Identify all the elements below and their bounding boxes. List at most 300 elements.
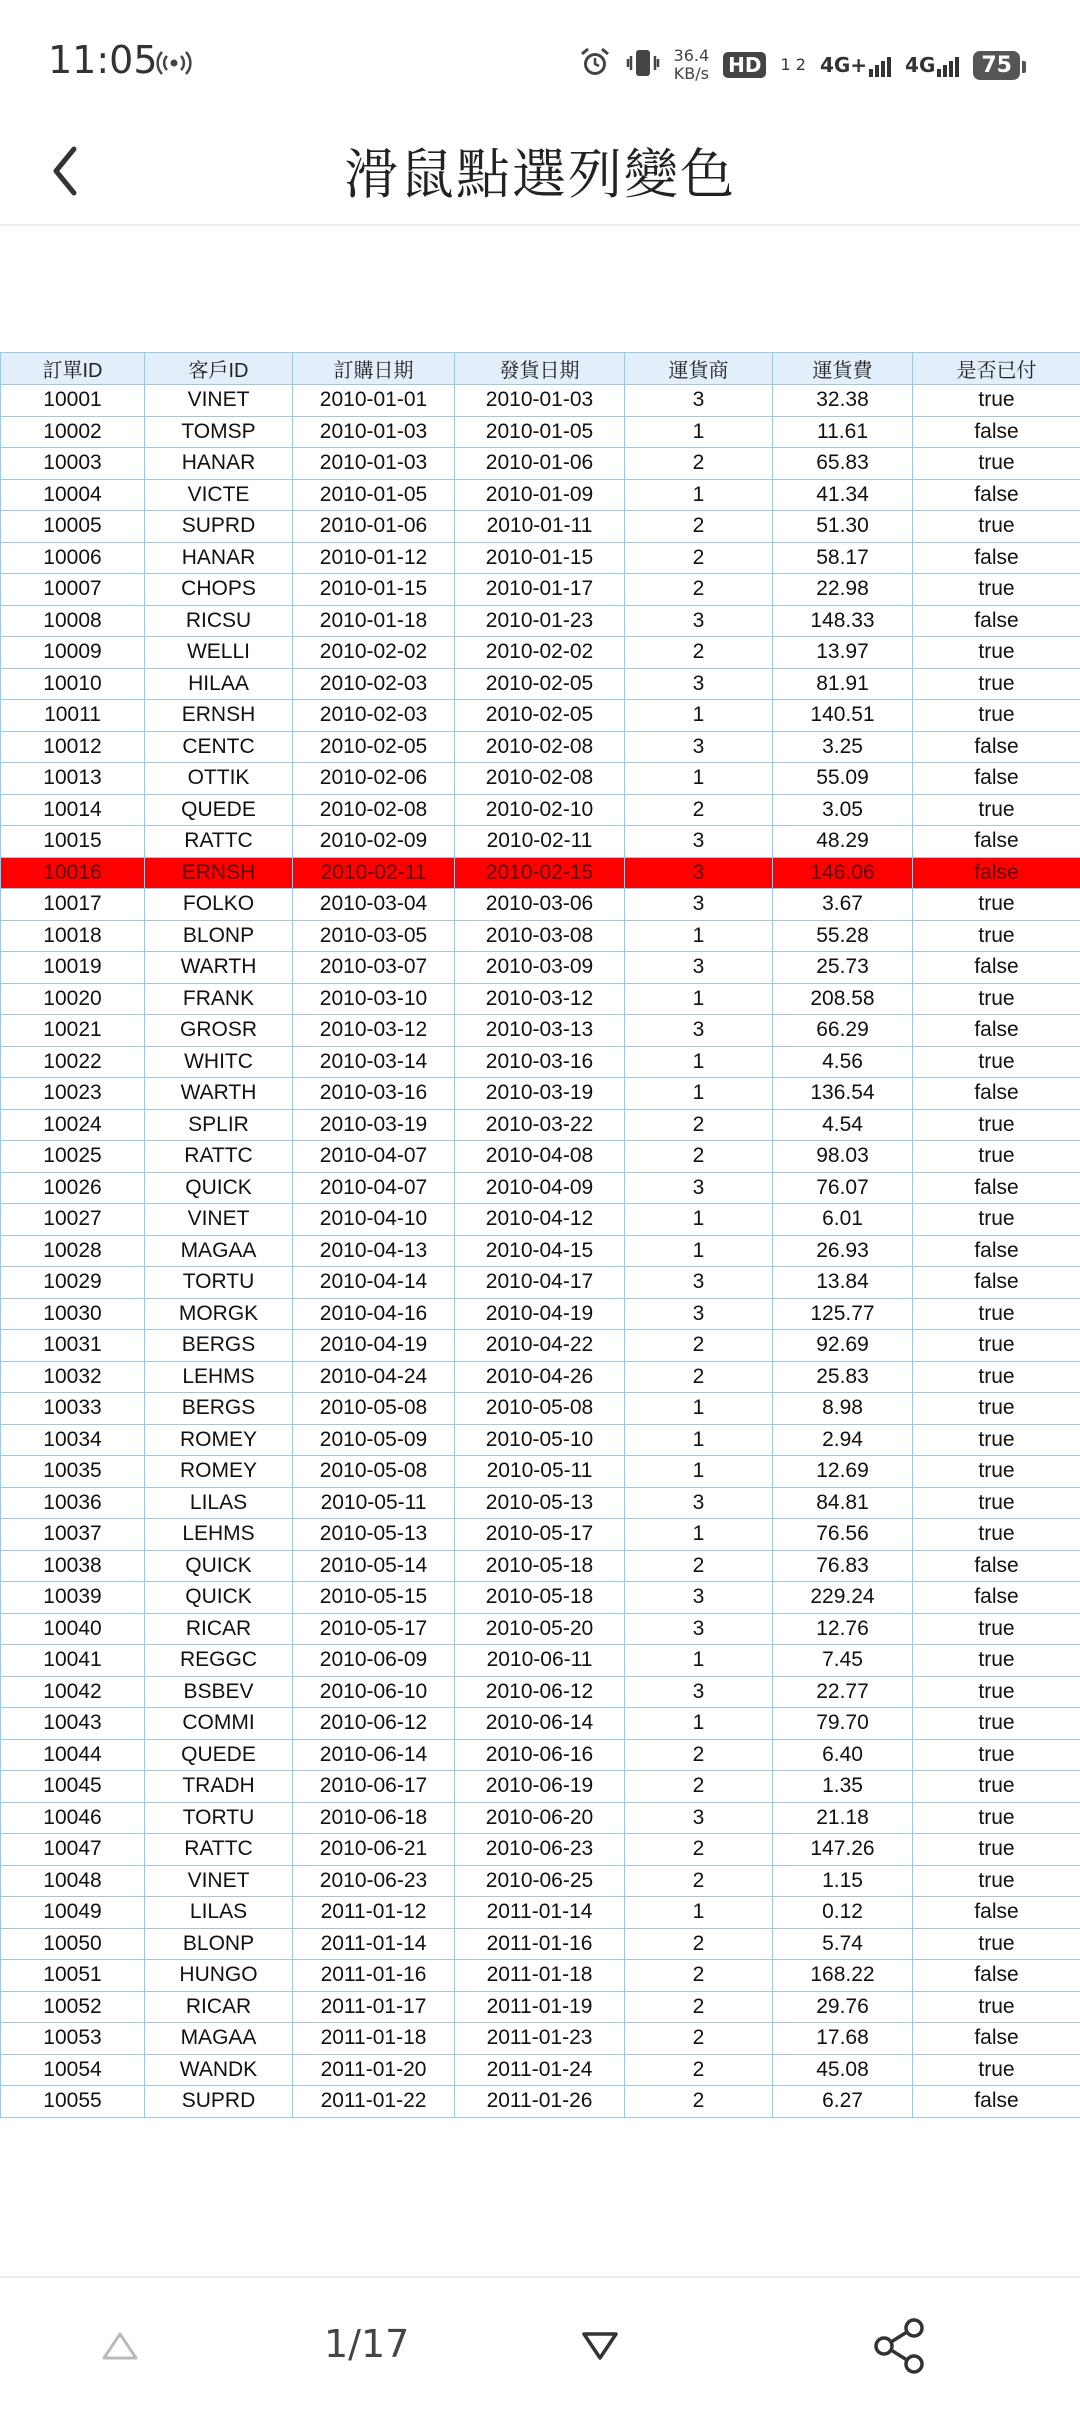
cell-customer-id[interactable]: ROMEY: [145, 1456, 293, 1488]
cell-freight[interactable]: 7.45: [773, 1645, 913, 1677]
cell-ship-date[interactable]: 2010-02-08: [455, 731, 625, 763]
cell-ship-date[interactable]: 2010-01-17: [455, 574, 625, 606]
table-row[interactable]: [1, 1109, 1080, 1141]
cell-order-date[interactable]: 2010-01-12: [293, 542, 455, 574]
cell-customer-id[interactable]: RATTC: [145, 826, 293, 858]
cell-shipper[interactable]: 2: [625, 542, 773, 574]
cell-paid[interactable]: true: [913, 1676, 1080, 1708]
cell-paid[interactable]: false: [913, 1897, 1080, 1929]
cell-customer-id[interactable]: BERGS: [145, 1330, 293, 1362]
cell-shipper[interactable]: 2: [625, 1739, 773, 1771]
cell-customer-id[interactable]: TRADH: [145, 1771, 293, 1803]
col-order-date[interactable]: 訂購日期: [293, 353, 455, 385]
cell-order-id[interactable]: 10037: [1, 1519, 145, 1551]
cell-order-id[interactable]: 10052: [1, 1991, 145, 2023]
cell-customer-id[interactable]: HILAA: [145, 668, 293, 700]
cell-order-id[interactable]: 10033: [1, 1393, 145, 1425]
cell-paid[interactable]: false: [913, 1960, 1080, 1992]
cell-paid[interactable]: false: [913, 1015, 1080, 1047]
cell-shipper[interactable]: 3: [625, 952, 773, 984]
cell-ship-date[interactable]: 2010-04-19: [455, 1298, 625, 1330]
table-row[interactable]: [1, 763, 1080, 795]
cell-ship-date[interactable]: 2010-05-08: [455, 1393, 625, 1425]
cell-ship-date[interactable]: 2010-05-11: [455, 1456, 625, 1488]
cell-customer-id[interactable]: RICAR: [145, 1613, 293, 1645]
cell-order-id[interactable]: 10006: [1, 542, 145, 574]
cell-ship-date[interactable]: 2010-03-08: [455, 920, 625, 952]
cell-shipper[interactable]: 3: [625, 889, 773, 921]
prev-page-button[interactable]: [100, 2328, 140, 2368]
cell-shipper[interactable]: 3: [625, 1267, 773, 1299]
cell-paid[interactable]: false: [913, 542, 1080, 574]
cell-paid[interactable]: true: [913, 1109, 1080, 1141]
cell-paid[interactable]: false: [913, 1172, 1080, 1204]
cell-paid[interactable]: true: [913, 574, 1080, 606]
cell-freight[interactable]: 51.30: [773, 511, 913, 543]
table-row[interactable]: [1, 983, 1080, 1015]
cell-ship-date[interactable]: 2010-01-23: [455, 605, 625, 637]
cell-paid[interactable]: true: [913, 1487, 1080, 1519]
col-paid[interactable]: 是否已付: [913, 353, 1080, 385]
cell-shipper[interactable]: 1: [625, 1708, 773, 1740]
cell-customer-id[interactable]: FRANK: [145, 983, 293, 1015]
cell-freight[interactable]: 26.93: [773, 1235, 913, 1267]
cell-shipper[interactable]: 1: [625, 1393, 773, 1425]
cell-order-date[interactable]: 2010-03-04: [293, 889, 455, 921]
cell-order-date[interactable]: 2011-01-20: [293, 2054, 455, 2086]
cell-shipper[interactable]: 1: [625, 1078, 773, 1110]
cell-customer-id[interactable]: RATTC: [145, 1834, 293, 1866]
table-row[interactable]: [1, 1960, 1080, 1992]
cell-ship-date[interactable]: 2010-06-23: [455, 1834, 625, 1866]
cell-order-id[interactable]: 10042: [1, 1676, 145, 1708]
cell-shipper[interactable]: 3: [625, 385, 773, 417]
cell-ship-date[interactable]: 2010-06-25: [455, 1865, 625, 1897]
cell-freight[interactable]: 92.69: [773, 1330, 913, 1362]
table-row[interactable]: [1, 2054, 1080, 2086]
cell-shipper[interactable]: 1: [625, 920, 773, 952]
cell-paid[interactable]: true: [913, 1708, 1080, 1740]
cell-ship-date[interactable]: 2010-05-18: [455, 1582, 625, 1614]
cell-order-id[interactable]: 10031: [1, 1330, 145, 1362]
table-row[interactable]: [1, 1676, 1080, 1708]
cell-freight[interactable]: 148.33: [773, 605, 913, 637]
cell-order-id[interactable]: 10029: [1, 1267, 145, 1299]
cell-customer-id[interactable]: GROSR: [145, 1015, 293, 1047]
cell-paid[interactable]: false: [913, 2086, 1080, 2118]
cell-paid[interactable]: true: [913, 700, 1080, 732]
cell-ship-date[interactable]: 2011-01-16: [455, 1928, 625, 1960]
cell-paid[interactable]: true: [913, 511, 1080, 543]
cell-order-date[interactable]: 2010-03-05: [293, 920, 455, 952]
cell-order-date[interactable]: 2010-04-13: [293, 1235, 455, 1267]
cell-freight[interactable]: 208.58: [773, 983, 913, 1015]
cell-ship-date[interactable]: 2010-05-20: [455, 1613, 625, 1645]
cell-freight[interactable]: 17.68: [773, 2023, 913, 2055]
cell-customer-id[interactable]: WHITC: [145, 1046, 293, 1078]
cell-order-date[interactable]: 2010-03-12: [293, 1015, 455, 1047]
cell-order-date[interactable]: 2010-04-16: [293, 1298, 455, 1330]
cell-order-date[interactable]: 2010-03-14: [293, 1046, 455, 1078]
table-row[interactable]: [1, 479, 1080, 511]
cell-ship-date[interactable]: 2010-01-09: [455, 479, 625, 511]
cell-customer-id[interactable]: ERNSH: [145, 857, 293, 889]
table-row[interactable]: [1, 1141, 1080, 1173]
cell-shipper[interactable]: 1: [625, 1519, 773, 1551]
cell-order-id[interactable]: 10035: [1, 1456, 145, 1488]
cell-ship-date[interactable]: 2010-06-14: [455, 1708, 625, 1740]
cell-freight[interactable]: 29.76: [773, 1991, 913, 2023]
cell-customer-id[interactable]: BLONP: [145, 920, 293, 952]
cell-ship-date[interactable]: 2011-01-24: [455, 2054, 625, 2086]
cell-paid[interactable]: true: [913, 668, 1080, 700]
cell-order-id[interactable]: 10046: [1, 1802, 145, 1834]
cell-order-id[interactable]: 10032: [1, 1361, 145, 1393]
cell-ship-date[interactable]: 2010-05-13: [455, 1487, 625, 1519]
cell-ship-date[interactable]: 2010-02-05: [455, 700, 625, 732]
cell-ship-date[interactable]: 2010-04-17: [455, 1267, 625, 1299]
table-row[interactable]: [1, 1582, 1080, 1614]
cell-customer-id[interactable]: LILAS: [145, 1487, 293, 1519]
next-page-button[interactable]: [580, 2328, 620, 2368]
cell-customer-id[interactable]: MAGAA: [145, 1235, 293, 1267]
table-row[interactable]: [1, 1991, 1080, 2023]
cell-freight[interactable]: 3.05: [773, 794, 913, 826]
cell-customer-id[interactable]: QUICK: [145, 1550, 293, 1582]
cell-paid[interactable]: true: [913, 1645, 1080, 1677]
cell-freight[interactable]: 22.98: [773, 574, 913, 606]
table-row[interactable]: [1, 1046, 1080, 1078]
cell-freight[interactable]: 21.18: [773, 1802, 913, 1834]
table-row[interactable]: [1, 1645, 1080, 1677]
cell-order-date[interactable]: 2010-02-02: [293, 637, 455, 669]
cell-order-date[interactable]: 2010-06-21: [293, 1834, 455, 1866]
cell-freight[interactable]: 2.94: [773, 1424, 913, 1456]
cell-ship-date[interactable]: 2010-05-10: [455, 1424, 625, 1456]
cell-order-id[interactable]: 10017: [1, 889, 145, 921]
cell-shipper[interactable]: 1: [625, 1645, 773, 1677]
cell-order-id[interactable]: 10027: [1, 1204, 145, 1236]
cell-paid[interactable]: false: [913, 2023, 1080, 2055]
cell-paid[interactable]: false: [913, 1267, 1080, 1299]
cell-paid[interactable]: false: [913, 826, 1080, 858]
cell-order-date[interactable]: 2011-01-17: [293, 1991, 455, 2023]
cell-customer-id[interactable]: WELLI: [145, 637, 293, 669]
cell-paid[interactable]: true: [913, 1361, 1080, 1393]
cell-shipper[interactable]: 3: [625, 1298, 773, 1330]
cell-ship-date[interactable]: 2010-01-06: [455, 448, 625, 480]
cell-paid[interactable]: true: [913, 1456, 1080, 1488]
table-row[interactable]: [1, 1928, 1080, 1960]
cell-order-id[interactable]: 10051: [1, 1960, 145, 1992]
table-row[interactable]: [1, 1361, 1080, 1393]
cell-freight[interactable]: 79.70: [773, 1708, 913, 1740]
table-row[interactable]: [1, 1393, 1080, 1425]
share-button[interactable]: [868, 2314, 932, 2382]
cell-customer-id[interactable]: WARTH: [145, 952, 293, 984]
table-row[interactable]: [1, 385, 1080, 417]
table-row[interactable]: [1, 2086, 1080, 2118]
cell-order-date[interactable]: 2010-03-07: [293, 952, 455, 984]
cell-paid[interactable]: false: [913, 952, 1080, 984]
cell-customer-id[interactable]: ERNSH: [145, 700, 293, 732]
cell-order-id[interactable]: 10009: [1, 637, 145, 669]
table-row[interactable]: [1, 1802, 1080, 1834]
cell-order-id[interactable]: 10030: [1, 1298, 145, 1330]
cell-ship-date[interactable]: 2011-01-18: [455, 1960, 625, 1992]
cell-paid[interactable]: false: [913, 1235, 1080, 1267]
cell-customer-id[interactable]: BLONP: [145, 1928, 293, 1960]
cell-shipper[interactable]: 3: [625, 1802, 773, 1834]
cell-customer-id[interactable]: ROMEY: [145, 1424, 293, 1456]
cell-freight[interactable]: 5.74: [773, 1928, 913, 1960]
cell-shipper[interactable]: 1: [625, 479, 773, 511]
cell-shipper[interactable]: 2: [625, 1991, 773, 2023]
cell-order-date[interactable]: 2010-01-15: [293, 574, 455, 606]
cell-ship-date[interactable]: 2010-04-09: [455, 1172, 625, 1204]
cell-ship-date[interactable]: 2010-06-19: [455, 1771, 625, 1803]
table-row[interactable]: [1, 1613, 1080, 1645]
cell-order-date[interactable]: 2010-06-12: [293, 1708, 455, 1740]
cell-order-date[interactable]: 2010-03-16: [293, 1078, 455, 1110]
cell-order-date[interactable]: 2010-02-03: [293, 668, 455, 700]
cell-customer-id[interactable]: LILAS: [145, 1897, 293, 1929]
table-row[interactable]: [1, 448, 1080, 480]
cell-paid[interactable]: true: [913, 889, 1080, 921]
cell-ship-date[interactable]: 2010-06-20: [455, 1802, 625, 1834]
cell-order-date[interactable]: 2010-02-05: [293, 731, 455, 763]
cell-freight[interactable]: 48.29: [773, 826, 913, 858]
cell-ship-date[interactable]: 2010-06-12: [455, 1676, 625, 1708]
cell-shipper[interactable]: 2: [625, 1109, 773, 1141]
cell-ship-date[interactable]: 2010-02-10: [455, 794, 625, 826]
cell-customer-id[interactable]: COMMI: [145, 1708, 293, 1740]
cell-freight[interactable]: 140.51: [773, 700, 913, 732]
cell-paid[interactable]: true: [913, 385, 1080, 417]
cell-ship-date[interactable]: 2010-03-13: [455, 1015, 625, 1047]
table-row[interactable]: [1, 1015, 1080, 1047]
cell-shipper[interactable]: 1: [625, 1235, 773, 1267]
table-row[interactable]: [1, 1424, 1080, 1456]
cell-freight[interactable]: 55.28: [773, 920, 913, 952]
cell-ship-date[interactable]: 2010-03-09: [455, 952, 625, 984]
cell-customer-id[interactable]: LEHMS: [145, 1361, 293, 1393]
cell-order-date[interactable]: 2010-02-06: [293, 763, 455, 795]
cell-freight[interactable]: 168.22: [773, 1960, 913, 1992]
cell-shipper[interactable]: 1: [625, 416, 773, 448]
cell-freight[interactable]: 25.83: [773, 1361, 913, 1393]
table-row[interactable]: [1, 1708, 1080, 1740]
cell-paid[interactable]: true: [913, 637, 1080, 669]
col-shipper[interactable]: 運貨商: [625, 353, 773, 385]
cell-shipper[interactable]: 1: [625, 1046, 773, 1078]
cell-order-id[interactable]: 10048: [1, 1865, 145, 1897]
cell-order-id[interactable]: 10053: [1, 2023, 145, 2055]
cell-freight[interactable]: 3.25: [773, 731, 913, 763]
cell-paid[interactable]: true: [913, 1204, 1080, 1236]
table-row[interactable]: [1, 574, 1080, 606]
cell-order-id[interactable]: 10039: [1, 1582, 145, 1614]
cell-ship-date[interactable]: 2010-01-03: [455, 385, 625, 417]
cell-order-date[interactable]: 2010-05-09: [293, 1424, 455, 1456]
cell-order-id[interactable]: 10045: [1, 1771, 145, 1803]
cell-order-date[interactable]: 2010-06-09: [293, 1645, 455, 1677]
table-row[interactable]: [1, 952, 1080, 984]
cell-freight[interactable]: 8.98: [773, 1393, 913, 1425]
cell-order-id[interactable]: 10047: [1, 1834, 145, 1866]
table-row[interactable]: [1, 1550, 1080, 1582]
cell-shipper[interactable]: 2: [625, 511, 773, 543]
table-row[interactable]: [1, 1487, 1080, 1519]
cell-paid[interactable]: true: [913, 1865, 1080, 1897]
cell-paid[interactable]: false: [913, 1550, 1080, 1582]
cell-order-date[interactable]: 2010-04-07: [293, 1141, 455, 1173]
cell-ship-date[interactable]: 2010-01-15: [455, 542, 625, 574]
cell-customer-id[interactable]: HANAR: [145, 542, 293, 574]
cell-shipper[interactable]: 2: [625, 1141, 773, 1173]
cell-shipper[interactable]: 2: [625, 637, 773, 669]
cell-order-id[interactable]: 10014: [1, 794, 145, 826]
cell-freight[interactable]: 58.17: [773, 542, 913, 574]
table-row[interactable]: [1, 1865, 1080, 1897]
table-row[interactable]: [1, 920, 1080, 952]
cell-paid[interactable]: false: [913, 763, 1080, 795]
cell-freight[interactable]: 32.38: [773, 385, 913, 417]
table-row[interactable]: [1, 826, 1080, 858]
cell-order-date[interactable]: 2010-01-01: [293, 385, 455, 417]
cell-shipper[interactable]: 1: [625, 1204, 773, 1236]
table-row[interactable]: [1, 637, 1080, 669]
cell-freight[interactable]: 25.73: [773, 952, 913, 984]
cell-paid[interactable]: false: [913, 731, 1080, 763]
cell-ship-date[interactable]: 2010-03-19: [455, 1078, 625, 1110]
cell-freight[interactable]: 4.54: [773, 1109, 913, 1141]
cell-customer-id[interactable]: SUPRD: [145, 511, 293, 543]
cell-ship-date[interactable]: 2010-03-12: [455, 983, 625, 1015]
cell-order-id[interactable]: 10007: [1, 574, 145, 606]
cell-freight[interactable]: 81.91: [773, 668, 913, 700]
cell-order-date[interactable]: 2010-04-07: [293, 1172, 455, 1204]
cell-customer-id[interactable]: SUPRD: [145, 2086, 293, 2118]
cell-shipper[interactable]: 2: [625, 794, 773, 826]
cell-freight[interactable]: 76.83: [773, 1550, 913, 1582]
cell-order-date[interactable]: 2010-05-17: [293, 1613, 455, 1645]
cell-order-id[interactable]: 10049: [1, 1897, 145, 1929]
cell-paid[interactable]: true: [913, 1519, 1080, 1551]
cell-order-date[interactable]: 2010-06-10: [293, 1676, 455, 1708]
cell-order-id[interactable]: 10018: [1, 920, 145, 952]
cell-ship-date[interactable]: 2010-03-16: [455, 1046, 625, 1078]
cell-paid[interactable]: true: [913, 1739, 1080, 1771]
cell-shipper[interactable]: 2: [625, 2023, 773, 2055]
cell-order-id[interactable]: 10005: [1, 511, 145, 543]
table-row[interactable]: [1, 1456, 1080, 1488]
cell-order-date[interactable]: 2010-02-09: [293, 826, 455, 858]
cell-order-id[interactable]: 10004: [1, 479, 145, 511]
cell-customer-id[interactable]: MAGAA: [145, 2023, 293, 2055]
cell-ship-date[interactable]: 2010-04-22: [455, 1330, 625, 1362]
cell-order-date[interactable]: 2010-01-03: [293, 448, 455, 480]
cell-freight[interactable]: 12.76: [773, 1613, 913, 1645]
cell-ship-date[interactable]: 2010-02-11: [455, 826, 625, 858]
cell-freight[interactable]: 147.26: [773, 1834, 913, 1866]
cell-customer-id[interactable]: TORTU: [145, 1267, 293, 1299]
cell-order-id[interactable]: 10020: [1, 983, 145, 1015]
cell-order-id[interactable]: 10034: [1, 1424, 145, 1456]
cell-customer-id[interactable]: TORTU: [145, 1802, 293, 1834]
cell-order-date[interactable]: 2010-04-10: [293, 1204, 455, 1236]
cell-ship-date[interactable]: 2010-06-16: [455, 1739, 625, 1771]
table-row[interactable]: [1, 889, 1080, 921]
cell-order-id[interactable]: 10026: [1, 1172, 145, 1204]
cell-shipper[interactable]: 3: [625, 668, 773, 700]
cell-order-date[interactable]: 2010-06-18: [293, 1802, 455, 1834]
table-row[interactable]: [1, 1078, 1080, 1110]
cell-freight[interactable]: 13.97: [773, 637, 913, 669]
cell-ship-date[interactable]: 2010-01-05: [455, 416, 625, 448]
cell-customer-id[interactable]: CHOPS: [145, 574, 293, 606]
col-freight[interactable]: 運貨費: [773, 353, 913, 385]
col-ship-date[interactable]: 發貨日期: [455, 353, 625, 385]
cell-order-date[interactable]: 2010-01-05: [293, 479, 455, 511]
cell-customer-id[interactable]: TOMSP: [145, 416, 293, 448]
cell-shipper[interactable]: 2: [625, 574, 773, 606]
table-row[interactable]: [1, 1204, 1080, 1236]
cell-freight[interactable]: 76.07: [773, 1172, 913, 1204]
cell-order-date[interactable]: 2010-01-03: [293, 416, 455, 448]
cell-shipper[interactable]: 3: [625, 1172, 773, 1204]
cell-shipper[interactable]: 1: [625, 1424, 773, 1456]
cell-ship-date[interactable]: 2010-06-11: [455, 1645, 625, 1677]
cell-order-date[interactable]: 2010-04-24: [293, 1361, 455, 1393]
cell-order-id[interactable]: 10041: [1, 1645, 145, 1677]
cell-order-date[interactable]: 2011-01-22: [293, 2086, 455, 2118]
cell-order-id[interactable]: 10024: [1, 1109, 145, 1141]
cell-order-date[interactable]: 2010-01-06: [293, 511, 455, 543]
cell-freight[interactable]: 6.01: [773, 1204, 913, 1236]
cell-order-date[interactable]: 2010-04-19: [293, 1330, 455, 1362]
cell-customer-id[interactable]: WANDK: [145, 2054, 293, 2086]
cell-order-id[interactable]: 10010: [1, 668, 145, 700]
cell-paid[interactable]: true: [913, 1771, 1080, 1803]
cell-shipper[interactable]: 3: [625, 605, 773, 637]
table-row[interactable]: [1, 1172, 1080, 1204]
cell-order-date[interactable]: 2010-02-03: [293, 700, 455, 732]
cell-freight[interactable]: 6.27: [773, 2086, 913, 2118]
cell-order-date[interactable]: 2010-05-11: [293, 1487, 455, 1519]
cell-shipper[interactable]: 1: [625, 763, 773, 795]
cell-paid[interactable]: true: [913, 1834, 1080, 1866]
cell-freight[interactable]: 66.29: [773, 1015, 913, 1047]
table-row[interactable]: [1, 1739, 1080, 1771]
table-row[interactable]: [1, 1834, 1080, 1866]
cell-shipper[interactable]: 1: [625, 700, 773, 732]
cell-order-date[interactable]: 2010-05-08: [293, 1456, 455, 1488]
cell-order-id[interactable]: 10054: [1, 2054, 145, 2086]
cell-order-id[interactable]: 10021: [1, 1015, 145, 1047]
cell-order-date[interactable]: 2010-06-17: [293, 1771, 455, 1803]
cell-order-id[interactable]: 10012: [1, 731, 145, 763]
cell-paid[interactable]: true: [913, 1424, 1080, 1456]
cell-freight[interactable]: 146.06: [773, 857, 913, 889]
cell-order-id[interactable]: 10013: [1, 763, 145, 795]
cell-ship-date[interactable]: 2010-04-15: [455, 1235, 625, 1267]
table-row[interactable]: [1, 1330, 1080, 1362]
cell-freight[interactable]: 1.35: [773, 1771, 913, 1803]
cell-order-date[interactable]: 2010-04-14: [293, 1267, 455, 1299]
cell-ship-date[interactable]: 2010-02-08: [455, 763, 625, 795]
cell-shipper[interactable]: 1: [625, 1456, 773, 1488]
